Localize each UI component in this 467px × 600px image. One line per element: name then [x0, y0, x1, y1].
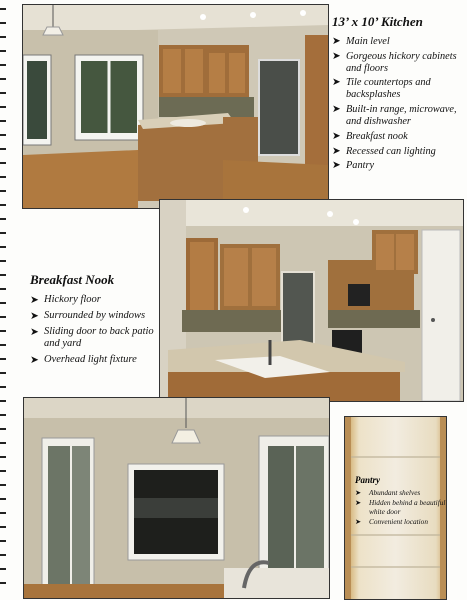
binder-edge	[0, 0, 10, 600]
kitchen-feature-item: ➤ Main level	[332, 36, 467, 48]
kitchen-feature-item: ➤ Gorgeous hickory cabinets and floors	[332, 51, 467, 75]
nook-photo	[23, 397, 330, 599]
nook-feature-item: ➤ Overhead light fixture	[30, 354, 160, 366]
nook-feature-list	[30, 294, 160, 370]
pantry-feature-list	[355, 489, 447, 529]
nook-feature-item: ➤ Sliding door to back patio and yard	[30, 326, 160, 350]
kitchen-feature-item: ➤ Built-in range, microwave, and dishwasher	[332, 104, 467, 128]
pantry-feature-item: ➤ Convenient location	[355, 518, 447, 526]
kitchen-photo-detail	[159, 199, 464, 402]
kitchen-feature-item: ➤ Breakfast nook	[332, 131, 467, 143]
nook-title: Breakfast Nook	[30, 272, 115, 287]
kitchen-feature-item: ➤ Pantry	[332, 160, 467, 172]
kitchen-photo-main	[22, 4, 329, 209]
kitchen-feature-item: ➤ Tile countertops and backsplashes	[332, 77, 467, 101]
kitchen-feature-item: ➤ Recessed can lighting	[332, 146, 467, 158]
pantry-photo	[344, 416, 447, 600]
nook-feature-item: ➤ Surrounded by windows	[30, 310, 160, 322]
kitchen-feature-list	[332, 36, 467, 175]
pantry-feature-item: ➤ Abundant shelves	[355, 489, 447, 497]
kitchen-title: 13’ x 10’ Kitchen	[332, 14, 423, 29]
nook-feature-item: ➤ Hickory floor	[30, 294, 160, 306]
pantry-feature-item: ➤ Hidden behind a beautiful white door	[355, 499, 447, 516]
pantry-title: Pantry	[355, 475, 381, 485]
